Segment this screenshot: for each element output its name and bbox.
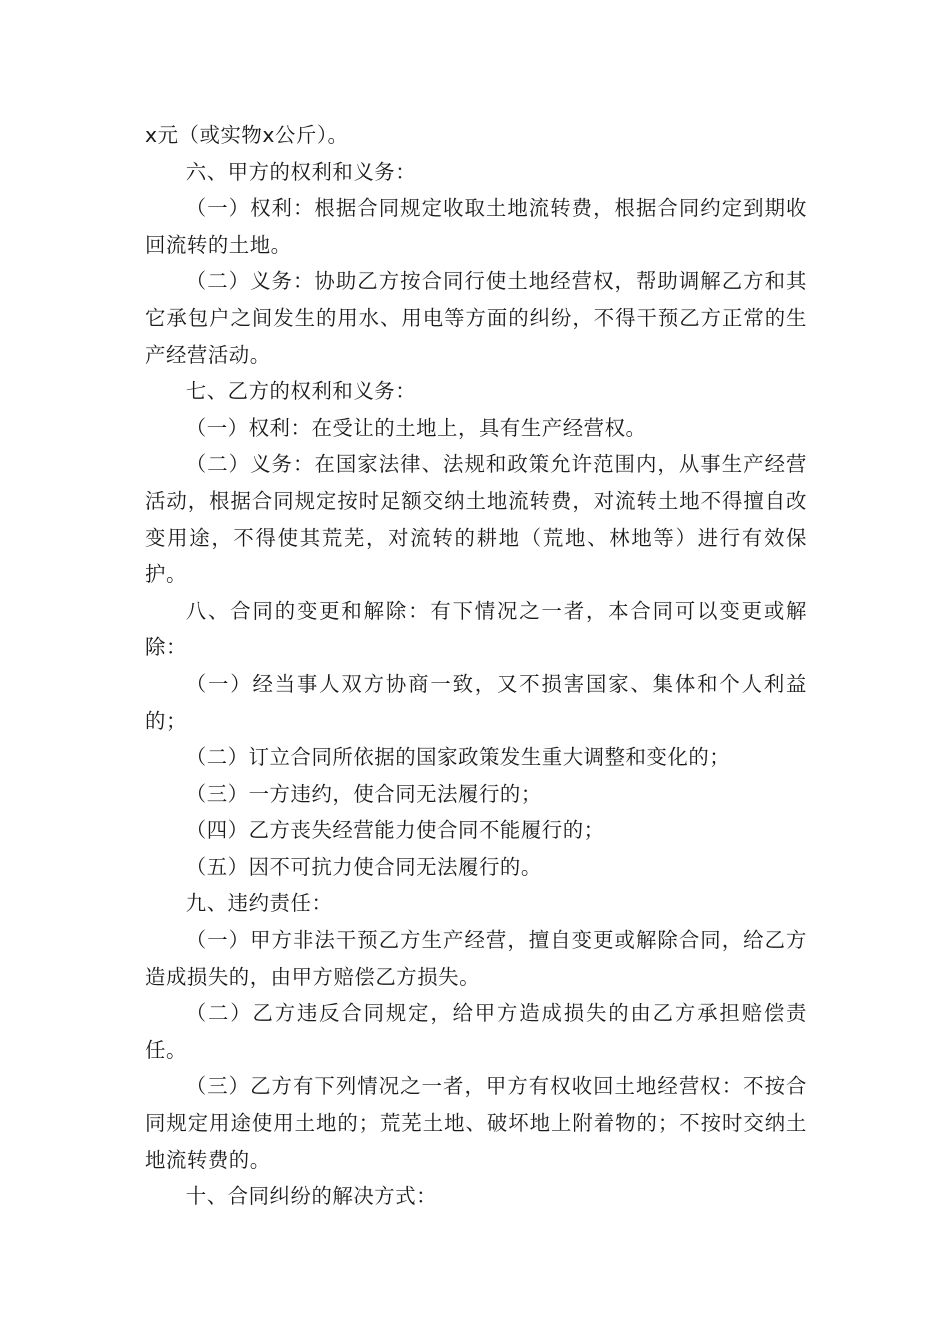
section-heading-contract-change: 八、合同的变更和解除：有下情况之一者，本合同可以变更或解除： [145,598,807,660]
section-heading-party-b-rights: 七、乙方的权利和义务： [185,379,417,404]
paragraph-party-a-rights: （一）权利：根据合同规定收取土地流转费，根据合同约定到期收回流转的土地。 [145,196,807,257]
list-item-liability-2: （二）乙方违反合同规定，给甲方造成损失的由乙方承担赔偿责任。 [145,1001,807,1062]
list-item-liability-3: （三）乙方有下列情况之一者，甲方有权收回土地经营权：不按合同规定用途使用土地的；荒芜土地、破坏地上附着物的；不按时交纳土地流转费的。 [145,1074,807,1172]
paragraph-party-a-obligations: （二）义务：协助乙方按合同行使土地经营权，帮助调解乙方和其它承包户之间发生的用水、用电等方面的纠纷，不得干预乙方正常的生产经营活动。 [145,269,807,367]
list-item-change-4: （四）乙方丧失经营能力使合同不能履行的； [185,818,605,843]
paragraph-party-b-obligations: （二）义务：在国家法律、法规和政策允许范围内，从事生产经营活动，根据合同规定按时足额交纳土地流转费，对流转土地不得擅自改变用途，不得使其荒芜，对流转的耕地（荒地、林地等）进行有效保护。 [145,452,807,587]
list-item-change-2: （二）订立合同所依据的国家政策发生重大调整和变化的； [185,745,731,770]
section-heading-party-a-rights: 六、甲方的权利和义务： [185,159,417,184]
section-heading-dispute-resolution: 十、合同纠纷的解决方式： [185,1184,438,1209]
paragraph-fee-continuation: x元（或实物x公斤）。 [145,123,349,147]
paragraph-party-b-rights: （一）权利：在受让的土地上，具有生产经营权。 [185,415,647,440]
list-item-change-3: （三）一方违约，使合同无法履行的； [185,781,542,806]
document-body [145,117,807,1215]
list-item-change-1: （一）经当事人双方协商一致，又不损害国家、集体和个人利益的； [145,671,807,733]
list-item-change-5: （五）因不可抗力使合同无法履行的。 [185,854,542,879]
list-item-liability-1: （一）甲方非法干预乙方生产经营，擅自变更或解除合同，给乙方造成损失的，由甲方赔偿乙方损失。 [145,928,807,989]
section-heading-liability: 九、违约责任： [185,891,333,916]
